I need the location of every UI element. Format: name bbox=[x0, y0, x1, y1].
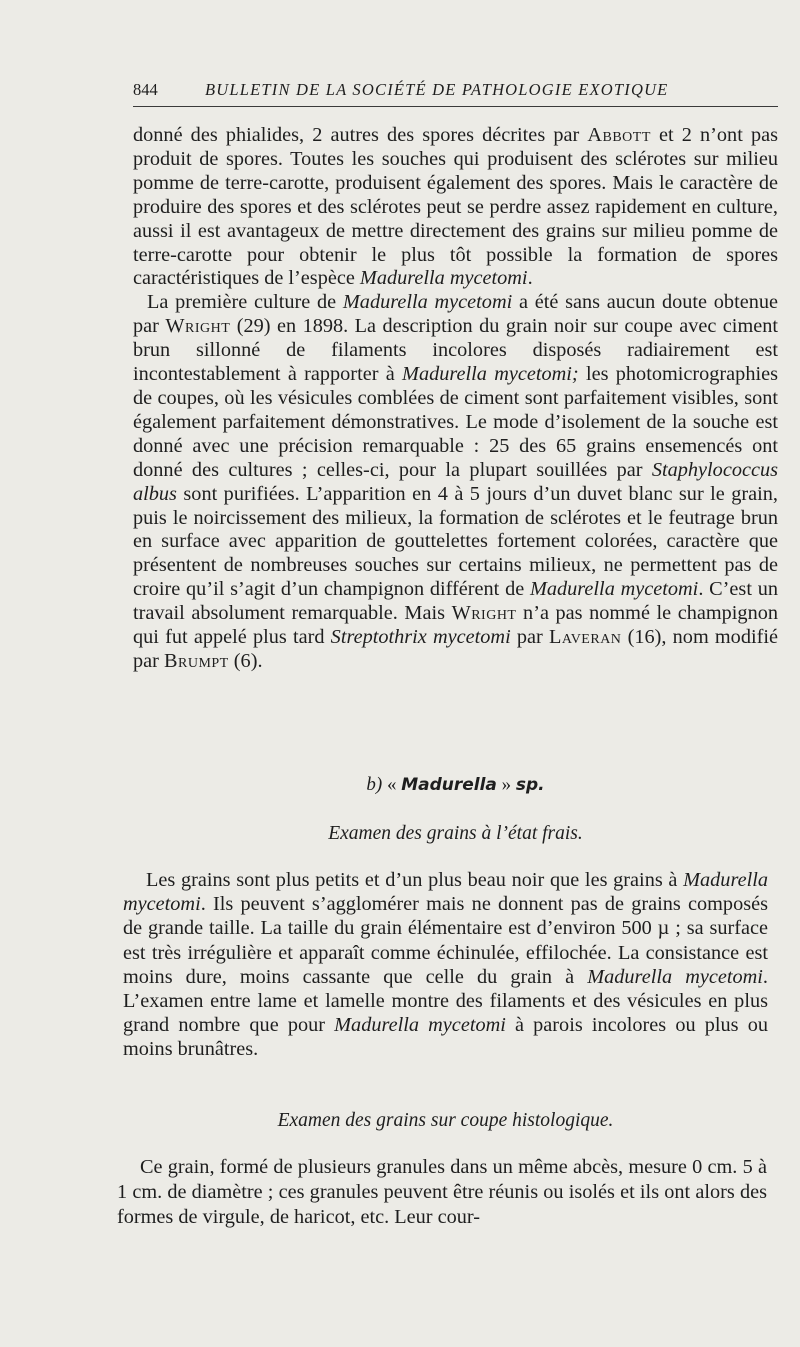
body-text-top bbox=[133, 124, 778, 674]
running-title: BULLETIN DE LA SOCIÉTÉ DE PATHOLOGIE EXOTIQUE bbox=[205, 80, 669, 99]
section-heading-b: b) « Madurella » sp. bbox=[366, 774, 545, 795]
author-laveran: Laveran bbox=[549, 626, 622, 649]
body-text-histology bbox=[117, 1155, 767, 1230]
author-brumpt: Brumpt bbox=[163, 649, 229, 672]
paragraph-2: La première culture de Madurella mycetomi a été sans aucun doute obtenue par Wright (29) en 1898. La description du grain noir sur coupe avec ciment brun sillonné de filaments incolores disposés radiairement est incontestablement à rapporter à Madurella mycetomi; les photomicrographies de coupes, où les vésicules comblées de ciment sont parfaitement visibles, sont également parfaitement démonstratives. Le mode d’isolement de la souche est donné avec une précision remarquable : 25 des 65 grains ensemencés ont donné des cultures ; celles-ci, pour la plupart souillées par Staphylococcus albus sont purifiées. L’apparition en 4 à 5 jours d’un duvet blanc sur le grain, puis le noircissement des milieux, la formation de sclérotes et le feutrage brun en surface avec apparition de gouttelettes fortement colorées, caractère que présentent de nombreuses souches sur certains milieux, ne permettent pas de croire qu’il s’agit d’un champignon différent de Madurella mycetomi. C’est un travail absolument remarquable. Mais Wright n’a pas nommé le champignon qui fut appelé plus tard Streptothrix mycetomi par Laveran (16), nom modifié par Brumpt (6). bbox=[133, 291, 778, 672]
paragraph-3: Les grains sont plus petits et d’un plus beau noir que les grains à Madurella mycetomi. Ils peuvent s’agglomérer mais ne donnent pas de grains composés de grande taille. La taille du grain élémentaire est d’environ 500 µ ; sa surface est très irrégulière et apparaît comme échinulée, effilochée. La consistance est moins dure, moins cassante que celle du grain à Madurella mycetomi. L’examen entre lame et lamelle montre des filaments et des vésicules en plus grand nombre que pour Madurella mycetomi à parois incolores ou plus ou moins brunâtres. bbox=[123, 869, 768, 1061]
page-number: 844 bbox=[133, 80, 158, 99]
body-text-fresh bbox=[123, 868, 768, 1062]
paragraph-4: Ce grain, formé de plusieurs granules dans un même abcès, mesure 0 cm. 5 à 1 cm. de diamètre ; ces granules peuvent être réunis ou isolés et ils ont alors des formes de virgule, de haricot, etc. Leur cour- bbox=[117, 1156, 767, 1228]
running-header bbox=[133, 78, 778, 104]
header-rule bbox=[133, 106, 778, 107]
author-wright: Wright bbox=[165, 315, 231, 338]
author-abbott: Abbott bbox=[587, 124, 651, 146]
subheading-fresh: Examen des grains à l’état frais. bbox=[328, 823, 583, 844]
genus-heading: Madurella bbox=[401, 775, 497, 795]
paragraph-1: donné des phialides, 2 autres des spores décrites par Abbott et 2 n’ont pas produit de spores. Toutes les souches qui produisent des sclérotes sur milieu pomme de terre-carotte, produisent également des spores. Mais le caractère de produire des spores et des sclérotes peut se perdre assez rapidement en culture, aussi il est avantageux de mettre directement des grains sur milieu pomme de terre-carotte pour obtenir le plus tôt possible la formation de spores caractéristiques de l’espèce Madurella mycetomi. bbox=[133, 124, 778, 290]
subheading-histology: Examen des grains sur coupe histologique. bbox=[277, 1110, 614, 1131]
species-name: Madurella mycetomi bbox=[359, 267, 528, 290]
